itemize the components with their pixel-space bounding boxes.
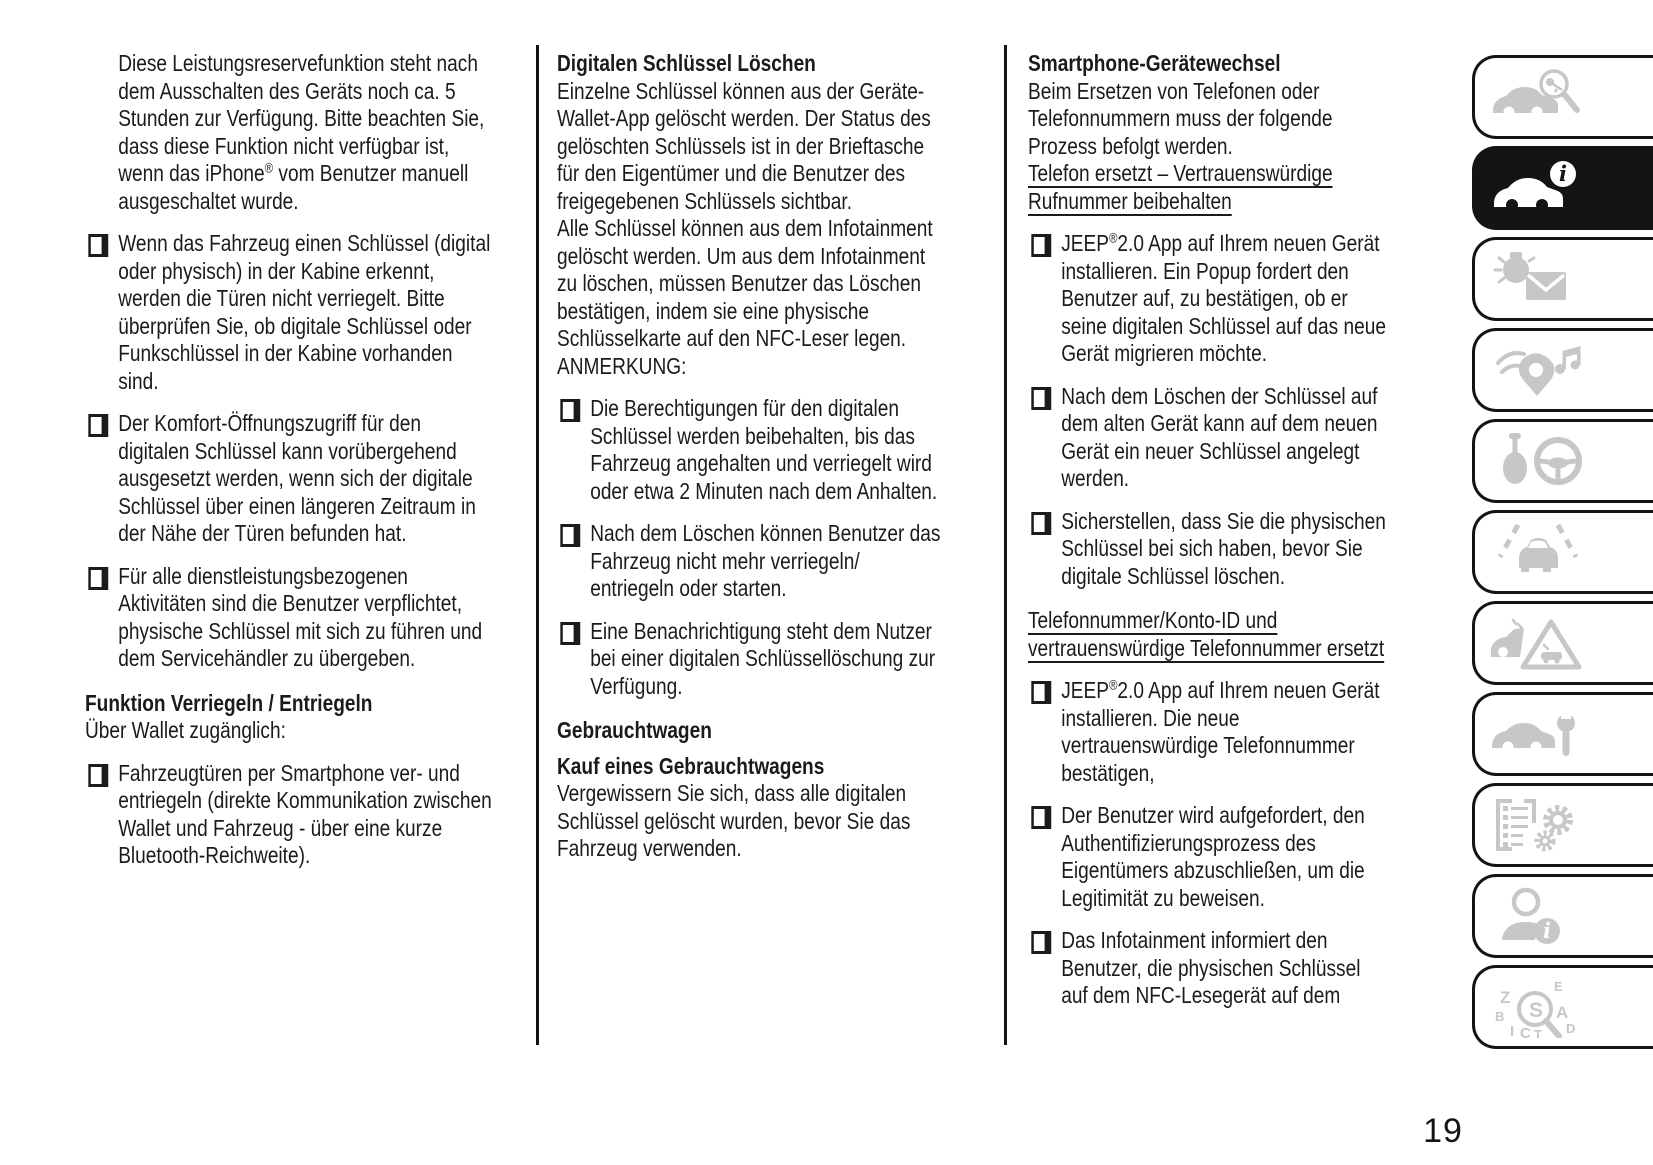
checkbox-bullet-icon bbox=[1031, 681, 1051, 704]
chapter-tab-customer-assistance[interactable] bbox=[1472, 874, 1653, 958]
person-info-icon bbox=[1488, 885, 1588, 947]
section-heading: Gebrauchtwagen bbox=[557, 717, 712, 743]
chapter-tab-introduction[interactable] bbox=[1472, 55, 1653, 139]
list-item-text: Der Komfort-Öffnungszugriff für den digitalen Schlüssel kann vorübergehend ausgesetzt werden, wenn sich der digitale Schlüssel über einen längeren Zeitraum in der Nähe der Türen befunden hat. bbox=[118, 410, 476, 546]
chapter-tab-servicing[interactable] bbox=[1472, 692, 1653, 776]
media-location-icon bbox=[1488, 339, 1588, 401]
svg-text:A: A bbox=[1556, 1003, 1569, 1022]
chapter-tab-starting-operating[interactable] bbox=[1472, 419, 1653, 503]
list-item-text: Der Benutzer wird aufgefordert, den Authentifizierungsprozess des Eigentümers abzuschließen, um die Legitimität zu beweisen. bbox=[1061, 802, 1365, 911]
svg-text:i: i bbox=[1543, 918, 1551, 943]
alphabet-search-icon bbox=[1488, 976, 1588, 1038]
list-item-text: Sicherstellen, dass Sie die physischen Schlüssel bei sich haben, bevor Sie digitale Schlüssel löschen. bbox=[1061, 507, 1386, 589]
list-item bbox=[557, 618, 944, 701]
list-item-text: Das Infotainment informiert den Benutzer, die physischen Schlüssel auf dem NFC-Lesegerät auf dem bbox=[1061, 927, 1361, 1008]
svg-text:D: D bbox=[1566, 1021, 1576, 1036]
list-item bbox=[557, 520, 944, 603]
list-item-text: Wenn das Fahrzeug einen Schlüssel (digital oder physisch) in der Kabine erkennt, werden die Türen nicht verriegelt. Bitte überprüfen Sie, ob digitale Schlüssel oder Funkschlüssel in der Kabine vorhanden sind. bbox=[118, 230, 491, 394]
checkbox-bullet-icon bbox=[1031, 387, 1051, 410]
list-item bbox=[85, 230, 493, 395]
checkbox-bullet-icon bbox=[88, 414, 108, 437]
svg-text:T: T bbox=[1534, 1027, 1542, 1038]
checkbox-bullet-icon bbox=[560, 622, 580, 645]
svg-text:C: C bbox=[1520, 1025, 1531, 1038]
paragraph: Alle Schlüssel können aus dem Infotainment gelöscht werden. Um aus dem Infotainment zu löschen, müssen Benutzer das Löschen bestätigen, indem sie eine physische Schlüsselkarte auf den NFC-Leser legen. bbox=[557, 215, 933, 351]
column-divider bbox=[536, 45, 539, 1045]
list-item bbox=[1028, 677, 1392, 787]
chapter-tab-bar bbox=[1472, 55, 1653, 1056]
column-divider bbox=[1004, 45, 1007, 1045]
section-heading: Kauf eines Gebrauchtwagens bbox=[557, 752, 825, 779]
chapter-tab-index[interactable] bbox=[1472, 965, 1653, 1049]
list-item bbox=[557, 395, 944, 505]
section-heading: Smartphone-Gerätewechsel bbox=[1028, 50, 1281, 76]
section-heading: Digitalen Schlüssel Löschen bbox=[557, 50, 816, 76]
chapter-tab-getting-to-know[interactable] bbox=[1472, 146, 1653, 230]
list-item-text: Eine Benachrichtigung steht dem Nutzer bei einer digitalen Schlüssellöschung zur Verfügung. bbox=[590, 617, 936, 699]
paragraph: Beim Ersetzen von Telefonen oder Telefonnummern muss der folgende Prozess befolgt werden. bbox=[1028, 77, 1333, 159]
spec-sheet-gears-icon bbox=[1488, 794, 1588, 856]
paragraph: Vergewissern Sie sich, dass alle digitalen Schlüssel gelöscht wurden, bevor Sie das Fahrzeug verwenden. bbox=[557, 780, 911, 861]
checkbox-bullet-icon bbox=[1031, 806, 1051, 829]
lamp-mail-icon bbox=[1488, 248, 1588, 310]
paragraph: Einzelne Schlüssel können aus der Geräte-Wallet-App gelöscht werden. Der Status des gelöschten Schlüssels ist in der Brieftasche für den Eigentümer und die Benutzer des freigegebenen Schlüssels sichtbar. bbox=[557, 77, 931, 214]
list-item bbox=[85, 760, 493, 870]
list-item-text: JEEP®2.0 App auf Ihrem neuen Gerät installieren. Die neue vertrauenswürdige Telefonnummer bestätigen, bbox=[1061, 677, 1380, 786]
shifter-steering-icon bbox=[1488, 430, 1588, 492]
list-item bbox=[1028, 383, 1392, 493]
list-item-text: Die Berechtigungen für den digitalen Schlüssel werden beibehalten, bis das Fahrzeug angehalten und verriegelt wird oder etwa 2 Minuten nach dem Anhalten. bbox=[590, 395, 938, 504]
note-label: ANMERKUNG: bbox=[557, 352, 687, 379]
list-item bbox=[1028, 230, 1392, 368]
list-item bbox=[85, 563, 493, 673]
checkbox-bullet-icon bbox=[1031, 234, 1051, 257]
checkbox-bullet-icon bbox=[560, 524, 580, 547]
list-item-text: Nach dem Löschen können Benutzer das Fahrzeug nicht mehr verriegeln/ entriegeln oder starten. bbox=[590, 520, 941, 601]
chapter-tab-warning-lights[interactable] bbox=[1472, 237, 1653, 321]
list-item bbox=[1028, 508, 1392, 591]
svg-text:B: B bbox=[1495, 1009, 1505, 1024]
paragraph: Diese Leistungsreservefunktion steht nach dem Ausschalten des Geräts noch ca. 5 Stunden zur Verfügung. Bitte beachten Sie, dass diese Funktion nicht verfügbar ist, wenn das iPhone® vom Benutzer manuell ausgeschaltet wurde. bbox=[118, 50, 485, 214]
list-item-text: Für alle dienstleistungsbezogenen Aktivitäten sind die Benutzer verpflichtet, physische Schlüssel mit sich zu führen und dem Servicehändler zu übergeben. bbox=[118, 562, 483, 671]
paragraph: Über Wallet zugänglich: bbox=[85, 717, 286, 743]
chapter-tab-safety[interactable] bbox=[1472, 510, 1653, 594]
svg-text:Z: Z bbox=[1500, 988, 1511, 1007]
list-item bbox=[1028, 927, 1392, 1010]
chapter-tab-emergency[interactable] bbox=[1472, 601, 1653, 685]
chapter-tab-multimedia[interactable] bbox=[1472, 328, 1653, 412]
list-item bbox=[85, 410, 493, 548]
checkbox-bullet-icon bbox=[560, 399, 580, 422]
svg-text:I: I bbox=[1510, 1023, 1515, 1038]
chapter-tab-technical-data[interactable] bbox=[1472, 783, 1653, 867]
svg-text:S: S bbox=[1529, 999, 1544, 1022]
svg-text:E: E bbox=[1554, 979, 1563, 994]
checkbox-bullet-icon bbox=[1031, 931, 1051, 954]
car-lane-assist-icon bbox=[1488, 521, 1588, 583]
car-warning-triangle-icon bbox=[1488, 612, 1588, 674]
crossref-heading: Telefonnummer/Konto-ID und vertrauenswürdige Telefonnummer ersetzt bbox=[1028, 607, 1385, 661]
checkbox-bullet-icon bbox=[88, 567, 108, 590]
crossref-heading: Telefon ersetzt – Vertrauenswürdige Rufnummer beibehalten bbox=[1028, 160, 1333, 214]
car-search-icon bbox=[1488, 66, 1588, 128]
column-middle bbox=[557, 50, 944, 863]
car-wrench-icon bbox=[1488, 703, 1588, 765]
svg-text:i: i bbox=[1559, 161, 1567, 186]
page-number: 19 bbox=[1423, 1112, 1463, 1150]
list-item-text: Fahrzeugtüren per Smartphone ver- und entriegeln (direkte Kommunikation zwischen Wallet und Fahrzeug - über eine kurze Bluetooth-Reichweite). bbox=[118, 759, 492, 868]
column-left bbox=[85, 50, 493, 870]
checkbox-bullet-icon bbox=[88, 234, 108, 257]
car-info-icon bbox=[1488, 157, 1588, 219]
section-heading: Funktion Verriegeln / Entriegeln bbox=[85, 689, 373, 716]
checkbox-bullet-icon bbox=[88, 764, 108, 787]
checkbox-bullet-icon bbox=[1031, 512, 1051, 535]
column-right bbox=[1028, 50, 1392, 1010]
list-item-text: JEEP®2.0 App auf Ihrem neuen Gerät installieren. Ein Popup fordert den Benutzer auf, zu bestätigen, ob er seine digitalen Schlüssel auf das neue Gerät migrieren möchte. bbox=[1061, 230, 1386, 366]
list-item-text: Nach dem Löschen der Schlüssel auf dem alten Gerät kann auf dem neuen Gerät ein neuer Schlüssel angelegt werden. bbox=[1061, 382, 1378, 491]
list-item bbox=[1028, 802, 1392, 912]
